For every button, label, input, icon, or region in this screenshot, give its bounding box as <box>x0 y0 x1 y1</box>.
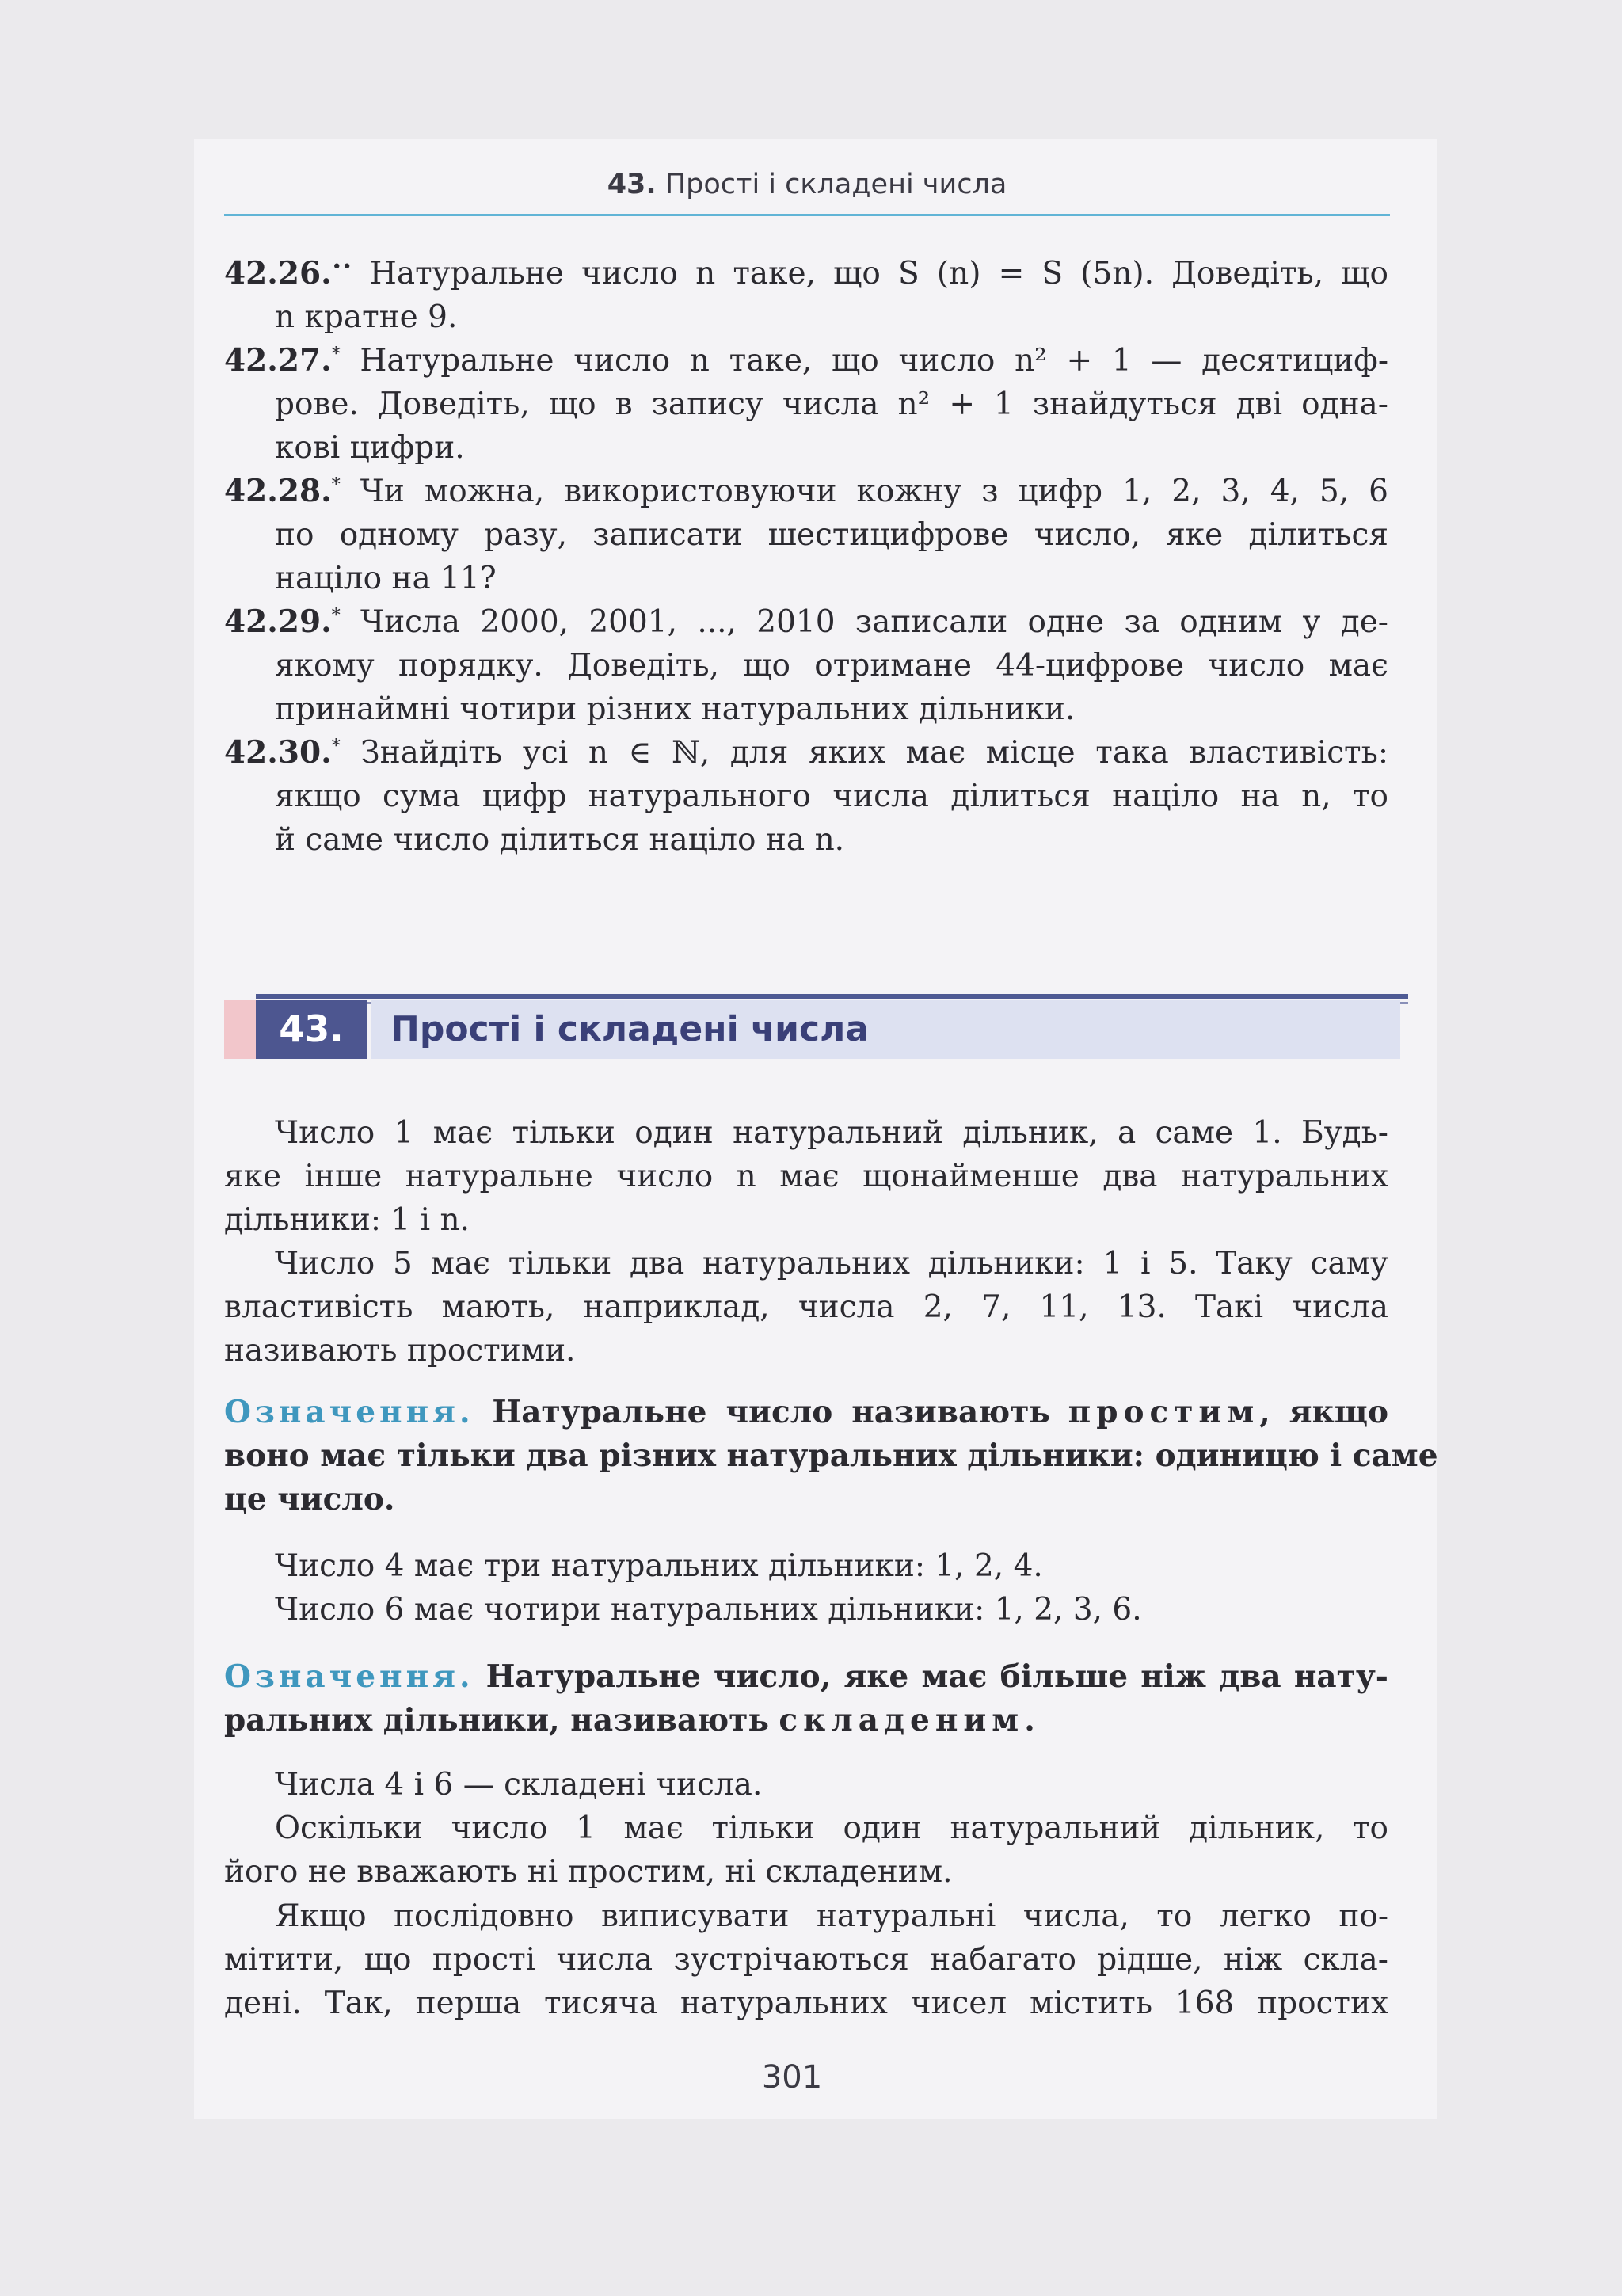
paragraph-5: Числа 4 і 6 — складені числа. Оскільки число 1 має тільки один натуральний дільник, то його не вважають ні простим, ні складеним. <box>224 1767 1388 1890</box>
exercise-line: 42.30.* Знайдіть усі n ∈ ℕ, для яких має місце така властивість: <box>224 734 1388 771</box>
exercise-line: 42.29.* Числа 2000, 2001, ..., 2010 записали одне за одним у де- <box>224 604 1388 640</box>
running-header <box>224 165 1390 216</box>
section-number: 43. <box>256 1000 367 1059</box>
definition-label: Означення. <box>224 1394 474 1430</box>
section-rule <box>256 994 1408 999</box>
header-title: Прості і складені числа <box>664 169 1007 200</box>
exercise-42-26 <box>224 252 1388 339</box>
exercise-line: якщо сума цифр натурального числа ділиться націло на n, то <box>275 779 1388 814</box>
header-number: 43. <box>607 169 657 200</box>
exercise-line: по одному разу, записати шестицифрове число, яке ділиться <box>275 517 1388 553</box>
exercise-42-30 <box>224 731 1388 862</box>
exercise-line: націло на 11? <box>275 561 497 596</box>
exercise-line: 42.27.* Натуральне число n таке, що число n² + 1 — десятициф- <box>224 342 1388 379</box>
exercise-42-27 <box>224 339 1388 470</box>
exercise-line: й саме число ділиться націло на n. <box>275 822 845 858</box>
exercise-line: рове. Доведіть, що в запису числа n² + 1 знайдуться дві одна- <box>275 386 1388 422</box>
section-title: Прості і складені числа <box>371 1000 1400 1059</box>
exercise-line: 42.28.* Чи можна, використовуючи кожну з цифр 1, 2, 3, 4, 5, 6 <box>224 473 1388 509</box>
exercise-42-29 <box>224 600 1388 731</box>
definition-label: Означення. <box>224 1658 474 1695</box>
exercise-line: якому порядку. Доведіть, що отримане 44-цифрове число має <box>275 648 1388 683</box>
exercise-line: принаймні чотири різних натуральних дільники. <box>275 691 1076 727</box>
definition-prime: Означення. Натуральне число називають простим, якщо воно має тільки два різних натуральних дільники: одиницю і саме це число. <box>224 1394 1438 1517</box>
paragraph-2: Число 5 має тільки два натуральних дільники: 1 і 5. Таку саму властивість мають, наприклад, числа 2, 7, 11, 13. Такі числа називають простими. <box>224 1246 1388 1369</box>
paragraph-7: Якщо послідовно виписувати натуральні числа, то легко по- мітити, що прості числа зустрічаються набагато рідше, ніж скла- дені. Так, перша тисяча натуральних чисел містить 168 простих <box>224 1898 1388 2021</box>
definition-composite: Означення. Натуральне число, яке має більше ніж два нату- ральних дільники, називають складеним. <box>224 1658 1388 1738</box>
paragraph-3: Число 4 має три натуральних дільники: 1, 2, 4. Число 6 має чотири натуральних дільники: 1, 2, 3, 6. <box>275 1548 1142 1628</box>
page-number: 301 <box>761 2059 823 2096</box>
exercise-line: n кратне 9. <box>275 299 458 335</box>
exercise-line: 42.26.•• Натуральне число n таке, що S (n) = S (5n). Доведіть, що <box>224 255 1388 291</box>
exercise-line: кові цифри. <box>275 430 465 466</box>
section-heading <box>224 988 1376 1059</box>
exercise-42-28 <box>224 470 1388 600</box>
paragraph-1: Число 1 має тільки один натуральний дільник, а саме 1. Будь- яке інше натуральне число n має щонайменше два натуральних дільники: 1 і n. <box>224 1115 1388 1238</box>
